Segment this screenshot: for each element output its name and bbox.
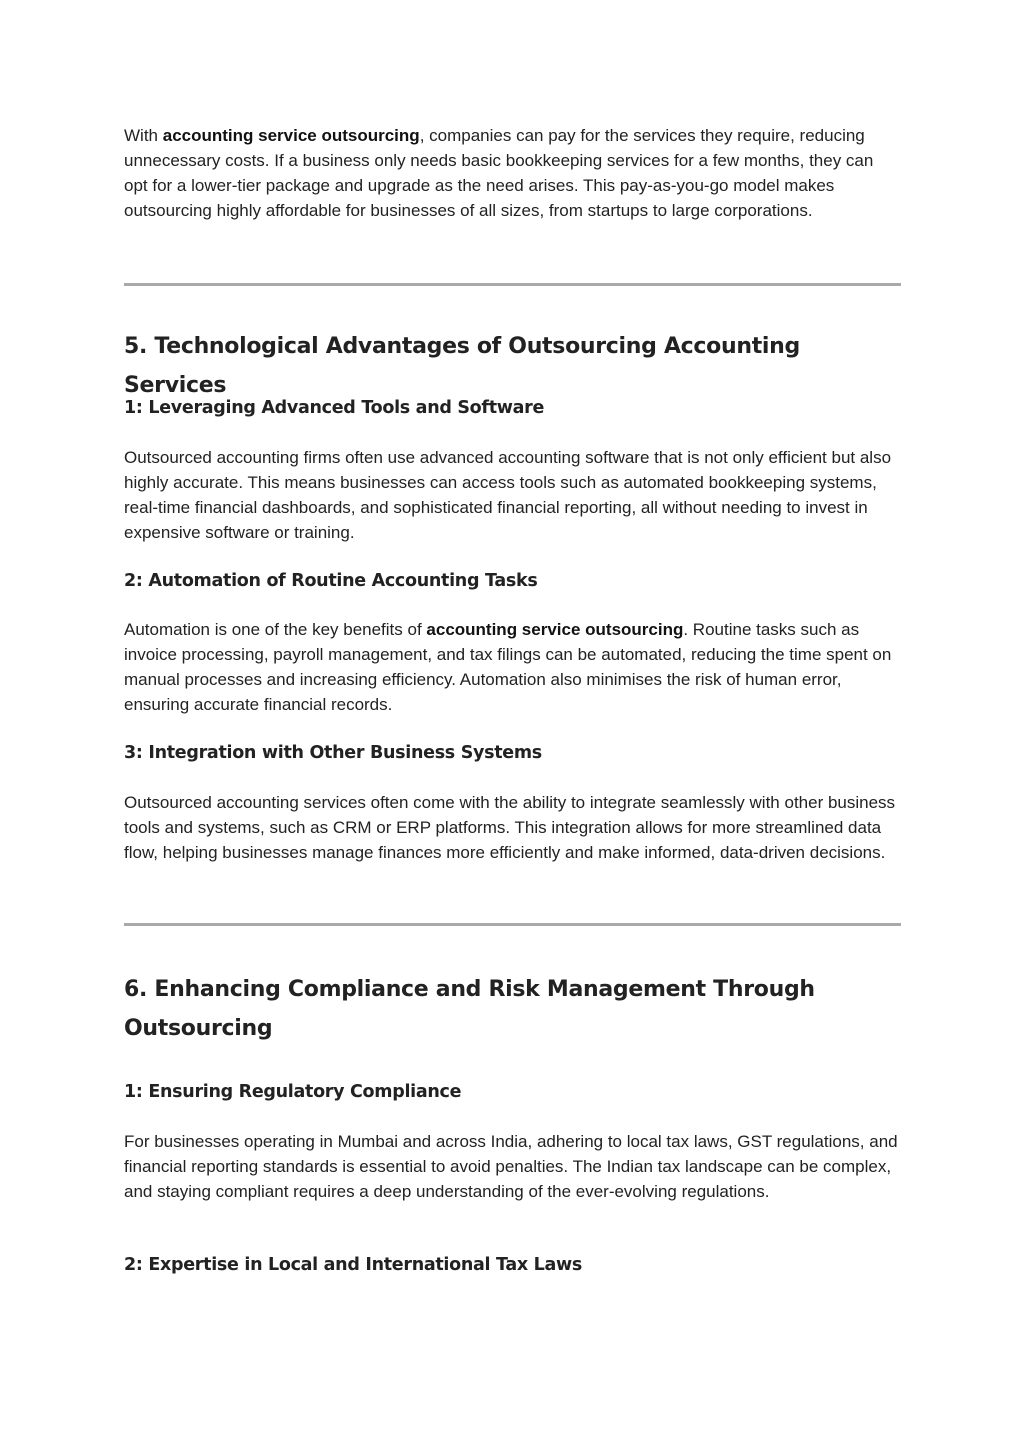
section-5-subheading-2: 2: Automation of Routine Accounting Tasks [124, 571, 538, 591]
intro-text-start: With [124, 126, 163, 145]
section-divider-2 [124, 923, 901, 926]
section-6-subheading-2: 2: Expertise in Local and International Tax Laws [124, 1255, 583, 1275]
intro-paragraph [124, 123, 901, 223]
section-5-bold-keyword: accounting service outsourcing [426, 620, 684, 639]
section-5-paragraph-2-end: . Routine tasks such as invoice processing, payroll management, and tax filings can be automated, reducing the time spent on manual processes and increasing efficiency. Automation also minimises the risk of human error, ensuring accurate financial records. [124, 620, 892, 714]
section-5-paragraph-2 [124, 617, 901, 717]
section-6-paragraph-1: For businesses operating in Mumbai and across India, adhering to local tax laws, GST regulations, and financial reporting standards is essential to avoid penalties. The Indian tax landscape can be complex, and staying compliant requires a deep understanding of the ever-evolving regulations. [124, 1132, 898, 1201]
section-5-paragraph-3: Outsourced accounting services often come with the ability to integrate seamlessly with other business tools and systems, such as CRM or ERP platforms. This integration allows for more streamlined data flow, helping businesses manage finances more efficiently and make informed, data-driven decisions. [124, 793, 896, 862]
section-5-subheading-3: 3: Integration with Other Business Systems [124, 743, 542, 763]
intro-text-end: , companies can pay for the services they require, reducing unnecessary costs. If a business only needs basic bookkeeping services for a few months, they can opt for a lower-tier package and upgrade as the need arises. This pay-as-you-go model makes outsourcing highly affordable for businesses of all sizes, from startups to large corporations. [124, 126, 874, 220]
section-6-title: 6. Enhancing Compliance and Risk Management Through Outsourcing [124, 977, 815, 1041]
section-5-subheading-1: 1: Leveraging Advanced Tools and Software [124, 398, 545, 418]
section-6-subheading-1: 1: Ensuring Regulatory Compliance [124, 1082, 462, 1102]
section-5-title: 5. Technological Advantages of Outsourcing Accounting Services [124, 334, 800, 398]
section-5-paragraph-2-start: Automation is one of the key benefits of [124, 620, 427, 639]
intro-bold-keyword: accounting service outsourcing [162, 126, 420, 145]
section-divider [124, 283, 901, 286]
section-5-paragraph-1: Outsourced accounting firms often use advanced accounting software that is not only efficient but also highly accurate. This means businesses can access tools such as automated bookkeeping systems, real-time financial dashboards, and sophisticated financial reporting, all without needing to invest in expensive software or training. [124, 448, 892, 542]
